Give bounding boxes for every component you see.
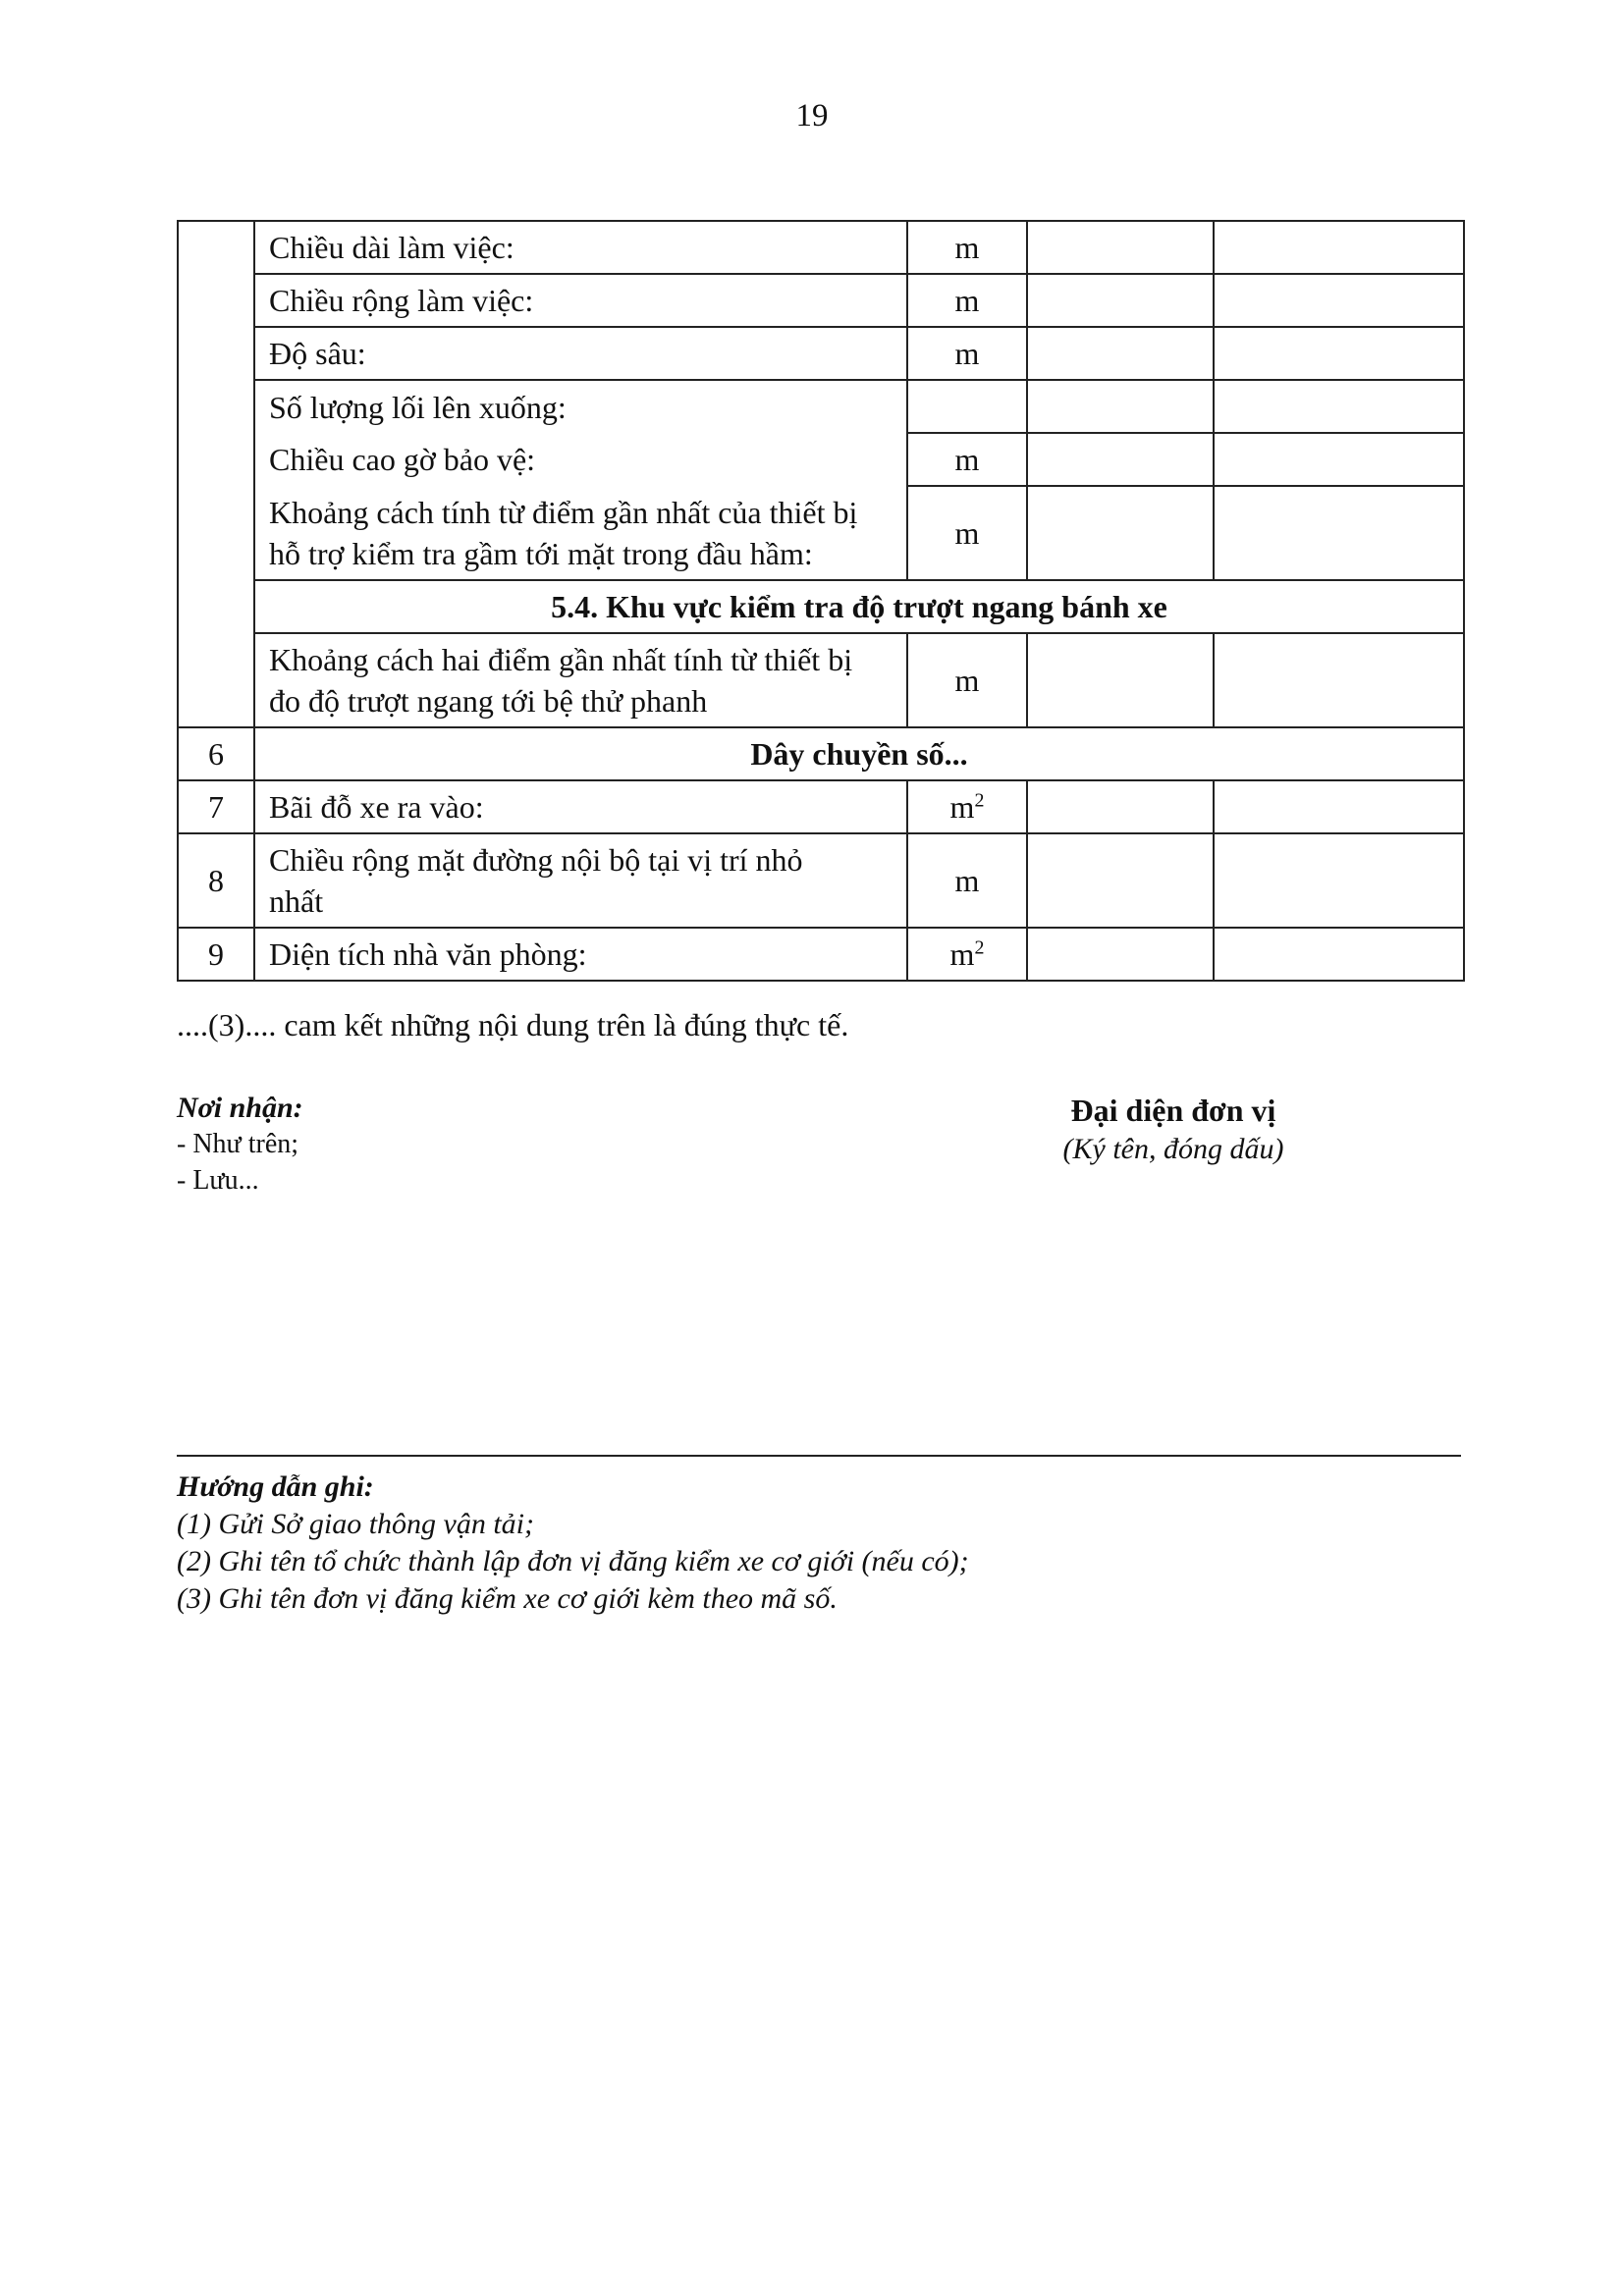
item-label-line: đo độ trượt ngang tới bệ thử phanh: [269, 683, 708, 719]
table-row: [178, 486, 1464, 580]
unit-cell: m: [907, 833, 1027, 928]
section-heading: Dây chuyền số...: [254, 727, 1464, 780]
signature-block: [1011, 1090, 1335, 1168]
note-cell[interactable]: [1214, 486, 1464, 580]
index-cell: 8: [178, 833, 254, 928]
divider: [177, 1455, 1461, 1457]
value-cell[interactable]: [1027, 274, 1214, 327]
unit-cell: [907, 380, 1027, 433]
note-cell[interactable]: [1214, 433, 1464, 486]
guide-item: (1) Gửi Sở giao thông vận tải;: [177, 1508, 534, 1540]
commitment-statement: ....(3).... cam kết những nội dung trên là đúng thực tế.: [177, 1007, 849, 1042]
note-cell[interactable]: [1214, 833, 1464, 928]
item-label: Chiều dài làm việc:: [254, 221, 907, 274]
unit-cell: [907, 928, 1027, 981]
index-cell: 6: [178, 727, 254, 780]
table-row: [178, 633, 1464, 727]
guide-item: (2) Ghi tên tổ chức thành lập đơn vị đăng kiểm xe cơ giới (nếu có);: [177, 1545, 969, 1577]
note-cell[interactable]: [1214, 221, 1464, 274]
value-cell[interactable]: [1027, 780, 1214, 833]
note-cell[interactable]: [1214, 780, 1464, 833]
table-row: [178, 727, 1464, 780]
item-label-line: Khoảng cách tính từ điểm gần nhất của thiết bị: [269, 494, 858, 530]
index-cell: 9: [178, 928, 254, 981]
value-cell[interactable]: [1027, 833, 1214, 928]
item-label: Bãi đỗ xe ra vào:: [254, 780, 907, 833]
note-cell[interactable]: [1214, 274, 1464, 327]
index-cell: [178, 433, 254, 486]
facility-table: [177, 220, 1465, 982]
unit-cell: m: [907, 327, 1027, 380]
item-label-line: nhất: [269, 883, 324, 919]
unit-cell: m: [907, 486, 1027, 580]
table-row: [178, 433, 1464, 486]
signature-note: (Ký tên, đóng dấu): [1062, 1133, 1284, 1165]
guide-item: (3) Ghi tên đơn vị đăng kiểm xe cơ giới kèm theo mã số.: [177, 1582, 838, 1615]
item-label: [254, 633, 907, 727]
unit-cell: m: [907, 221, 1027, 274]
index-cell: [178, 221, 254, 274]
value-cell[interactable]: [1027, 380, 1214, 433]
unit-exponent: 2: [974, 936, 985, 959]
unit-cell: m: [907, 433, 1027, 486]
unit-base: m: [949, 789, 975, 825]
value-cell[interactable]: [1027, 928, 1214, 981]
note-cell[interactable]: [1214, 327, 1464, 380]
index-cell: 7: [178, 780, 254, 833]
index-cell: [178, 633, 254, 727]
signature-title: Đại diện đơn vị: [1070, 1093, 1276, 1128]
table-row: [178, 274, 1464, 327]
unit-cell: m: [907, 633, 1027, 727]
index-cell: [178, 327, 254, 380]
table-row: [178, 380, 1464, 433]
note-cell[interactable]: [1214, 928, 1464, 981]
table-row: [178, 780, 1464, 833]
section-heading: 5.4. Khu vực kiểm tra độ trượt ngang bánh xe: [254, 580, 1464, 633]
index-cell: [178, 486, 254, 580]
value-cell[interactable]: [1027, 433, 1214, 486]
value-cell[interactable]: [1027, 221, 1214, 274]
guide-heading: Hướng dẫn ghi:: [177, 1470, 374, 1503]
note-cell[interactable]: [1214, 633, 1464, 727]
recipients-heading: Nơi nhận:: [177, 1092, 303, 1124]
table-row: [178, 580, 1464, 633]
page-number: 19: [795, 98, 829, 133]
recipient-item: - Lưu...: [177, 1165, 259, 1196]
item-label-line: Khoảng cách hai điểm gần nhất tính từ thiết bị: [269, 642, 853, 677]
recipients-block: [177, 1090, 303, 1199]
item-label: Chiều rộng làm việc:: [254, 274, 907, 327]
table-row: [178, 221, 1464, 274]
table-row: [178, 327, 1464, 380]
item-label: Chiều cao gờ bảo vệ:: [254, 433, 907, 486]
item-label-line: hỗ trợ kiểm tra gầm tới mặt trong đầu hầm:: [269, 535, 813, 571]
value-cell[interactable]: [1027, 633, 1214, 727]
item-label: Số lượng lối lên xuống:: [254, 380, 907, 433]
unit-cell: [907, 780, 1027, 833]
unit-base: m: [949, 936, 975, 972]
item-label: [254, 833, 907, 928]
recipient-item: - Như trên;: [177, 1129, 299, 1159]
unit-exponent: 2: [974, 789, 985, 812]
value-cell[interactable]: [1027, 327, 1214, 380]
note-cell[interactable]: [1214, 380, 1464, 433]
unit-cell: m: [907, 274, 1027, 327]
item-label: Độ sâu:: [254, 327, 907, 380]
item-label: [254, 486, 907, 580]
index-cell: [178, 274, 254, 327]
table-row: [178, 833, 1464, 928]
index-cell: [178, 580, 254, 633]
table-row: [178, 928, 1464, 981]
item-label-line: Chiều rộng mặt đường nội bộ tại vị trí nhỏ: [269, 842, 803, 878]
index-cell: [178, 380, 254, 433]
value-cell[interactable]: [1027, 486, 1214, 580]
guide-block: [177, 1468, 969, 1618]
item-label: Diện tích nhà văn phòng:: [254, 928, 907, 981]
